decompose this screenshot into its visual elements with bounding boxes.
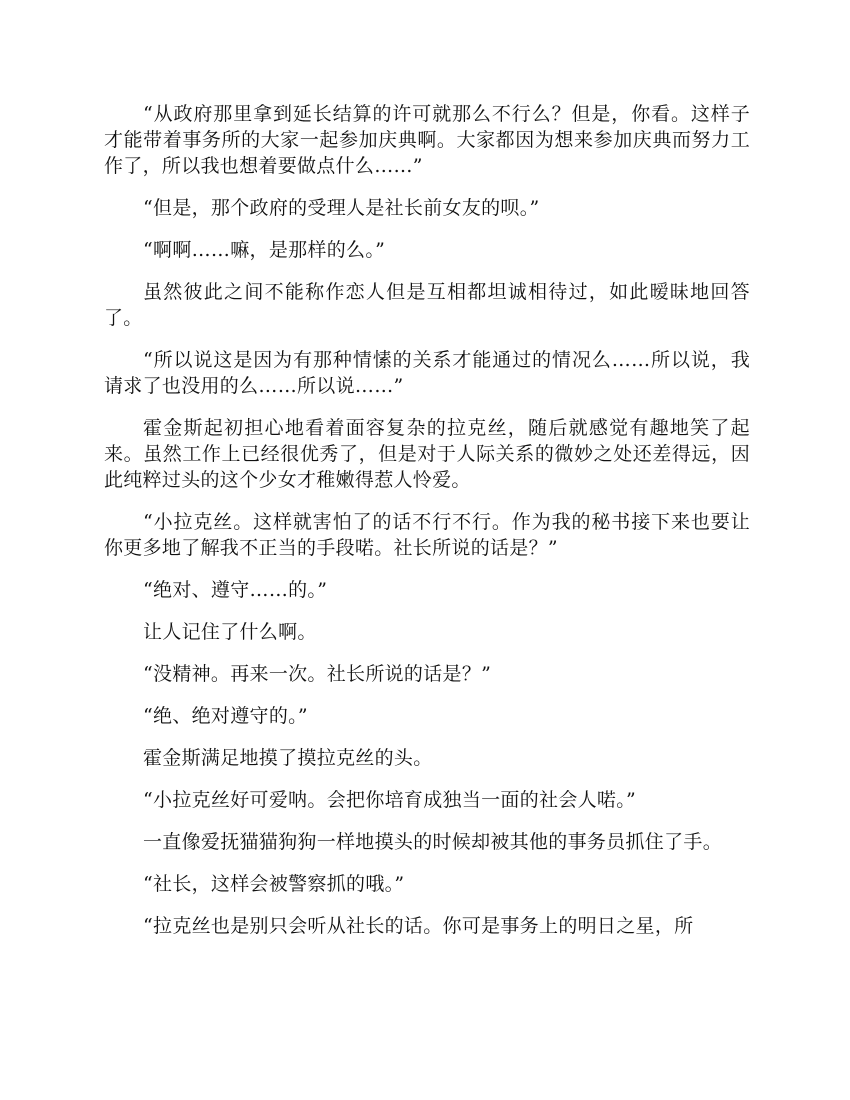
paragraph: “啊啊……嘛，是那样的么。” — [143, 239, 386, 261]
paragraph: “没精神。再来一次。社长所说的话是？” — [143, 663, 492, 685]
paragraph: 霍金斯起初担心地看着面容复杂的拉克丝，随后就感觉有趣地笑了起来。虽然工作上已经很优秀了，但是对于人际关系的微妙之处还差得远，因此纯粹过头的这个少女才稚嫩得惹人怜爱。 — [104, 417, 750, 491]
paragraph: “社长，这样会被警察抓的哦。” — [143, 873, 405, 895]
paragraph: “小拉克丝。这样就害怕了的话不行不行。作为我的秘书接下来也要让你更多地了解我不正当的手段喏。社长所说的话是？” — [104, 511, 750, 559]
paragraph: “从政府那里拿到延长结算的许可就那么不行么？但是，你看。这样子才能带着事务所的大家一起参加庆典啊。大家都因为想来参加庆典而努力工作了，所以我也想着要做点什么……” — [104, 103, 750, 177]
paragraph: 虽然彼此之间不能称作恋人但是互相都坦诚相待过，如此暧昧地回答了。 — [104, 281, 750, 329]
paragraph: “小拉克丝好可爱呐。会把你培育成独当一面的社会人喏。” — [143, 789, 637, 811]
paragraph: “绝对、遵守……的。” — [143, 579, 328, 601]
paragraph: 一直像爱抚猫猫狗狗一样地摸头的时候却被其他的事务员抓住了手。 — [143, 831, 723, 853]
paragraph: “绝、绝对遵守的。” — [143, 705, 308, 727]
paragraph: “所以说这是因为有那种情愫的关系才能通过的情况么……所以说，我请求了也没用的么……所以说……” — [104, 349, 750, 397]
paragraph: “但是，那个政府的受理人是社长前女友的呗。” — [143, 197, 540, 219]
body-text — [104, 101, 750, 955]
paragraph: 霍金斯满足地摸了摸拉克丝的头。 — [143, 747, 433, 769]
paragraph: “拉克丝也是别只会听从社长的话。你可是事务上的明日之星，所 — [143, 915, 694, 937]
paragraph: 让人记住了什么啊。 — [143, 621, 317, 643]
